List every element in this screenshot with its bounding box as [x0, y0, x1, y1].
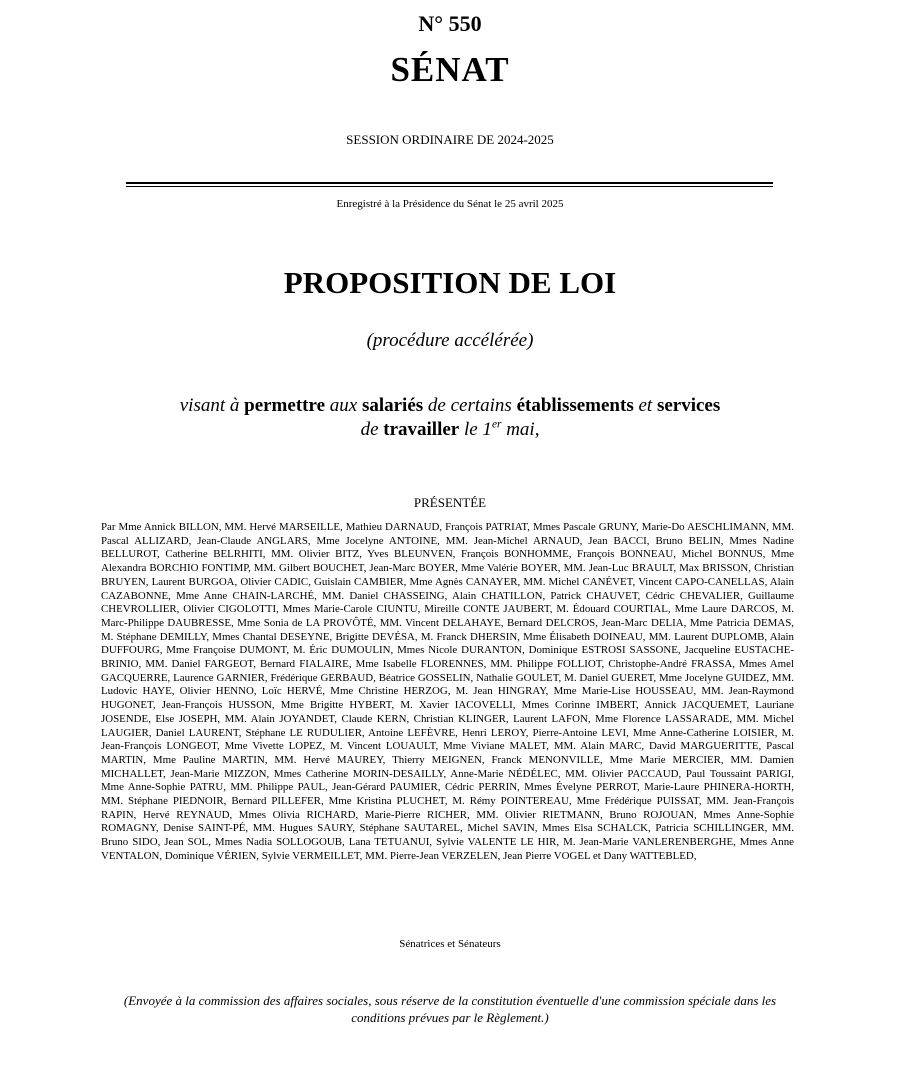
registration-date: Enregistré à la Présidence du Sénat le 25 avril 2025	[336, 198, 564, 210]
procedure-label: (procédure accélérée)	[366, 330, 534, 351]
purpose-word: visant à	[179, 395, 240, 416]
signatories-label: Sénatrices et Sénateurs	[399, 938, 501, 950]
purpose-keyword: services	[656, 395, 721, 416]
purpose-keyword: travailler	[383, 419, 460, 440]
purpose-word	[464, 419, 501, 440]
document-type-title: PROPOSITION DE LOI	[283, 265, 617, 300]
bill-purpose	[100, 394, 800, 442]
purpose-word: mai,	[506, 419, 540, 440]
purpose-keyword: permettre	[244, 395, 325, 416]
authors-list: Par Mme Annick BILLON, MM. Hervé MARSEILLE, Mathieu DARNAUD, François PATRIAT, Mmes Pascale GRUNY, Marie-Do AESCHLIMANN, MM. Pascal ALLIZARD, Jean-Claude ANGLARS, Mme Jocelyne ANTOINE, MM. Jean-Michel ARNAUD, Jean BACCI, Bruno BELIN, Mmes Nadine BELLUROT, Catherine BELRHITI, MM. Olivier BITZ, Yves BLEUNVEN, François BONHOMME, François BONNEAU, Michel BONNUS, Mme Alexandra BORCHIO FONTIMP, MM. Gilbert BOUCHET, Jean-Marc BOYER, Mme Valérie BOYER, MM. Jean-Luc BRAULT, Max BRISSON, Christian BRUYEN, Laurent BURGOA, Olivier CADIC, Guislain CAMBIER, Mme Agnès CANAYER, MM. Michel CANÉVET, Vincent CAPO-CANELLAS, Alain CAZABONNE, Mme Anne CHAIN-LARCHÉ, MM. Daniel CHASSEING, Alain CHATILLON, Patrick CHAUVET, Cédric CHEVALIER, Guillaume CHEVROLLIER, Olivier CIGOLOTTI, Mmes Marie-Carole CIUNTU, Mireille CONTE JAUBERT, M. Édouard COURTIAL, Mme Laure DARCOS, M. Marc-Philippe DAUBRESSE, Mme Sonia de LA PROVÔTÉ, MM. Vincent DELAHAYE, Bernard DELCROS, Jean-Marc DELIA, Mme Patricia DEMAS, M. Stéphane DEMILLY, Mmes Chantal DESEYNE, Brigitte DEVÉSA, M. Franck DHERSIN, Mme Élisabeth DOINEAU, MM. Laurent DUPLOMB, Alain DUFFOURG, Mme Françoise DUMONT, M. Éric DUMOULIN, Mmes Nicole DURANTON, Dominique ESTROSI SASSONE, Jacqueline EUSTACHE-BRINIO, MM. Daniel FARGEOT, Bernard FIALAIRE, Mme Isabelle FLORENNES, MM. Philippe FOLLIOT, Christophe-André FRASSA, Mmes Amel GACQUERRE, Laurence GARNIER, Frédérique GERBAUD, Béatrice GOSSELIN, Nathalie GOULET, M. Daniel GUERET, Mme Jocelyne GUIDEZ, MM. Ludovic HAYE, Olivier HENNO, Loïc HERVÉ, Mme Christine HERZOG, M. Jean HINGRAY, Mme Marie-Lise HOUSSEAU, MM. Jean-Raymond HUGONET, Jean-François HUSSON, Mme Brigitte HYBERT, M. Xavier IACOVELLI, Mmes Corinne IMBERT, Annick JACQUEMET, Lauriane JOSENDE, Else JOSEPH, MM. Alain JOYANDET, Claude KERN, Christian KLINGER, Laurent LAFON, Mme Florence LASSARADE, MM. Michel LAUGIER, Daniel LAURENT, Stéphane LE RUDULIER, Antoine LEFÈVRE, Henri LEROY, Pierre-Antoine LEVI, Mme Anne-Catherine LOISIER, M. Jean-François LONGEOT, Mme Vivette LOPEZ, M. Vincent LOUAULT, Mme Viviane MALET, MM. Alain MARC, David MARGUERITTE, Pascal MARTIN, Mme Pauline MARTIN, MM. Hervé MAUREY, Thierry MEIGNEN, Franck MENONVILLE, Mme Marie MERCIER, MM. Damien MICHALLET, Jean-Marie MIZZON, Mmes Catherine MORIN-DESAILLY, Anne-Marie NÉDÉLEC, MM. Olivier PACCAUD, Paul Toussaint PARIGI, Mme Anne-Sophie PATRU, MM. Philippe PAUL, Jean-Gérard PAUMIER, Cédric PERRIN, Mmes Évelyne PERROT, Marie-Laure PHINERA-HORTH, MM. Stéphane PIEDNOIR, Bernard PILLEFER, Mme Kristina PLUCHET, M. Rémy POINTEREAU, Mme Frédérique PUISSAT, MM. Jean-François RAPIN, Hervé REYNAUD, Mmes Olivia RICHARD, Marie-Pierre RICHER, MM. Olivier RIETMANN, Bruno ROJOUAN, Mmes Anne-Sophie ROMAGNY, Denise SAINT-PÉ, MM. Hugues SAURY, Stéphane SAUTAREL, Michel SAVIN, Mmes Elsa SCHALCK, Patricia SCHILLINGER, MM. Bruno SIDO, Jean SOL, Mmes Nadia SOLLOGOUB, Lana TETUANUI, Sylvie VALENTE LE HIR, M. Jean-Marie VANLERENBERGHE, Mmes Anne VENTALON, Dominique VÉRIEN, Sylvie VERMEILLET, MM. Pierre-Jean VERZELEN, Jean Pierre VOGEL et Dany WATTEBLED,	[101, 521, 794, 862]
referral-note: (Envoyée à la commission des affaires sociales, sous réserve de la constitution éventuelle d'une commission spéciale dans les conditions prévues par le Règlement.)	[123, 993, 777, 1025]
purpose-keyword: établissements	[516, 395, 634, 416]
document-number: N° 550	[418, 11, 482, 36]
purpose-keyword: salariés	[361, 395, 424, 416]
session-label: SESSION ORDINAIRE DE 2024-2025	[346, 132, 554, 147]
chamber-title: SÉNAT	[390, 50, 510, 89]
purpose-date-ordinal: er	[491, 418, 502, 431]
header-divider-thick	[126, 182, 773, 184]
purpose-word: aux	[329, 395, 358, 416]
purpose-date-day: le 1	[463, 419, 492, 440]
header-divider-thin	[126, 186, 773, 187]
purpose-word: de	[360, 419, 379, 440]
purpose-word: et	[638, 395, 653, 416]
purpose-word: de certains	[427, 395, 512, 416]
presented-label: PRÉSENTÉE	[413, 495, 487, 510]
